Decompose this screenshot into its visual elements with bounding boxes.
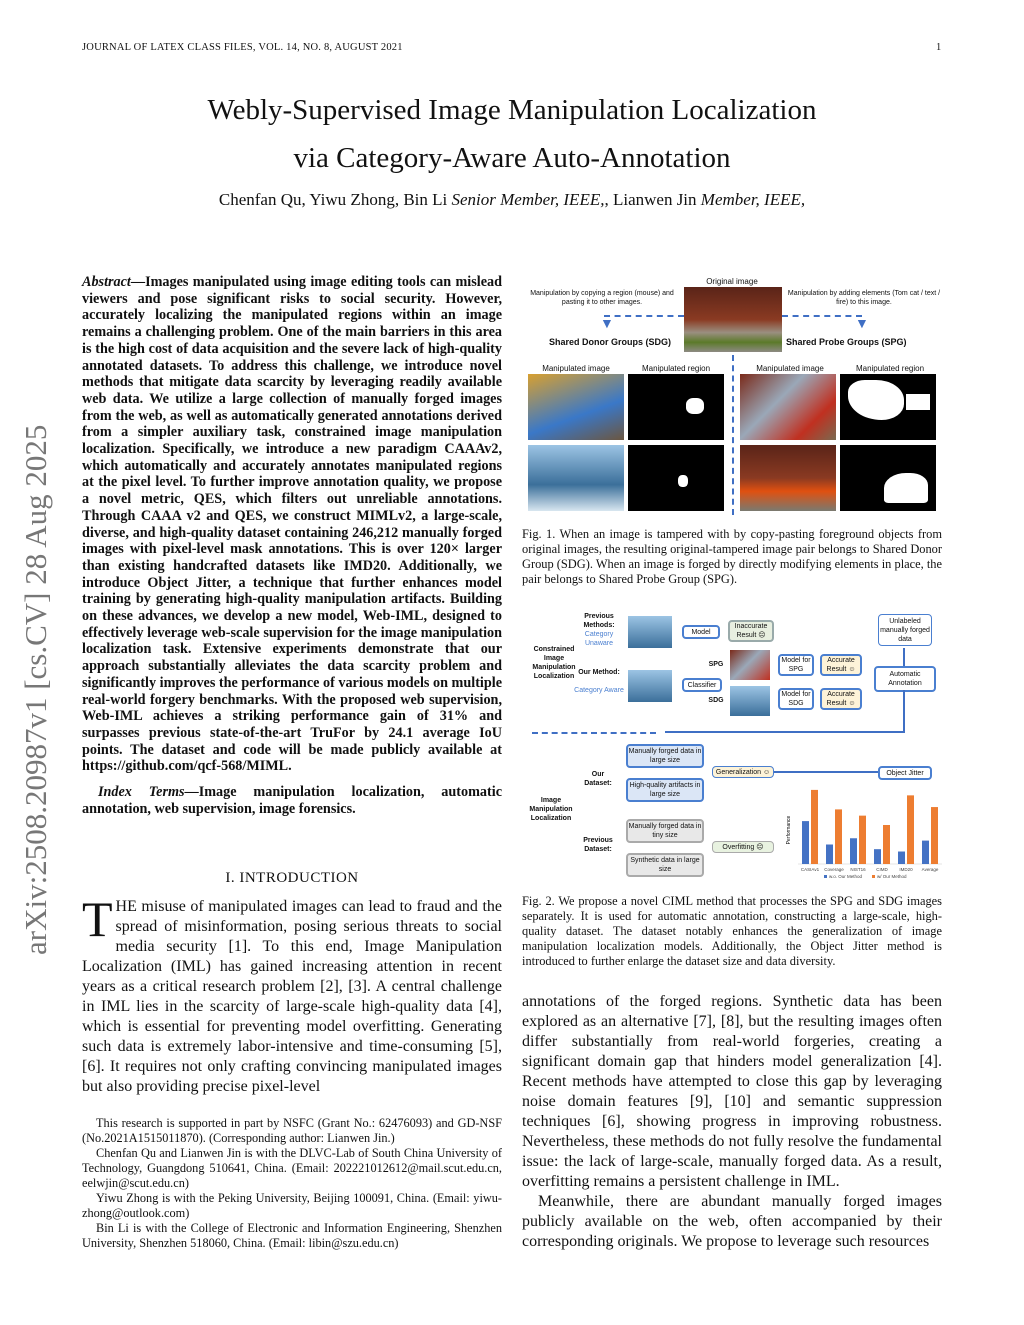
index-terms-label: Index Terms — [98, 784, 185, 801]
inaccurate-result-box: Inaccurate Result ☹ — [728, 620, 774, 642]
body-text-right — [522, 992, 942, 1252]
bar-Average-0 — [922, 841, 929, 864]
label: Previous Methods: — [583, 613, 615, 629]
divider — [532, 732, 656, 734]
spg-image — [730, 650, 770, 680]
model-spg-box: Model for SPG — [778, 654, 814, 676]
index-terms-text: —Image manipulation localization, automatic annotation, web supervision, image forensics. — [82, 784, 502, 817]
mask-image — [840, 445, 936, 511]
legend-label: w/ Our Method — [877, 874, 907, 879]
bar-CASIAv1-1 — [811, 790, 818, 864]
label: Manipulated region — [855, 364, 925, 373]
mask-image — [628, 445, 724, 511]
dataset-box: Manually forged data in tiny size — [626, 819, 704, 843]
arrow-down-icon: ▼ — [600, 315, 614, 331]
label: SPG — [708, 661, 724, 668]
author-role: Senior Member, IEEE, — [451, 190, 605, 209]
bar-IMD20-0 — [898, 852, 905, 864]
sdg-description: Manipulation by copying a region (mouse) and pasting it to other images. — [530, 290, 674, 306]
y-axis-label: Performance — [786, 815, 792, 845]
figure-2 — [522, 610, 942, 885]
x-tick-label: Average — [921, 867, 939, 872]
manipulated-image — [740, 374, 836, 440]
page-number: 1 — [936, 42, 942, 53]
model-sdg-box: Model for SDG — [778, 688, 814, 710]
footnote: Chenfan Qu and Lianwen Jin is with the DLVC-Lab of South China University of Technology, Guangdong 510641, China. (Email: 202221012612@mail.scut.edu.cn, eelwjin@scut.edu.cn) — [82, 1146, 502, 1190]
label: Category Aware — [574, 687, 624, 694]
bar-IMD20-1 — [907, 795, 914, 864]
x-tick-label: NIST16 — [850, 867, 866, 872]
legend-label: w.o. Our Method — [829, 874, 863, 879]
sdg-image — [730, 686, 770, 716]
manipulated-image — [528, 374, 624, 440]
intro-paragraph — [82, 891, 502, 1097]
bar-CIMD-1 — [883, 825, 890, 864]
connector — [774, 771, 878, 773]
generalization-box: Generalization ☺ — [712, 766, 774, 778]
bar-Coverage-1 — [835, 809, 842, 864]
x-tick-label: Coverage — [824, 867, 844, 872]
original-image — [684, 287, 782, 352]
dashed-arrow — [782, 315, 862, 317]
abstract — [82, 274, 502, 818]
accurate-result-box: Accurate Result ☺ — [820, 688, 862, 710]
abstract-text: —Images manipulated using image editing tools can mislead viewers and pose significant risks to social security. However, accurately localizing the manipulated regions within an image remains a challenging problem. One of the main barriers in this area is the high cost of data acquisition and the severe lack of high-quality annotated datasets. To address this challenge, we introduce novel methods that mitigate data scarcity by leveraging readily available web data. We utilize a large collection of manually forged images from the web, as well as automatically generated annotations derived from a simpler auxiliary task, constrained image manipulation localization. Specifically, we introduce a new paradigm CAAAv2, which automatically and accurately annotates manipulated regions at the pixel level. To further improve annotation quality, we propose a novel metric, QES, which filters out unreliable annotations. Through CAAA v2 and QES, we construct MIMLv2, a large-scale, diverse, and high-quality dataset containing 246,212 manually forged images with pixel-level mask annotations. This is over 120× larger than existing handcrafted datasets like IMD20. Additionally, we introduce Object Jitter, a technique that further enhances model training by generating high-quality manipulation artifacts. Building on these advances, we develop a new model, Web-IML, designed to effectively leverage web-scale supervision for the image manipulation localization task. Extensive experiments demonstrate that our approach substantially alleviates the data scarcity problem and significantly improves the performance of various models on multiple real-world forgery benchmarks. With the proposed web supervision, Web-IML achieves a striking performance gain of 31% and surpasses previous state-of-the-art TruFor by 24.1 average IoU points. The dataset and code will be made publicly available at https://github.com/qcf-568/MIML. — [82, 274, 502, 775]
image-stack — [628, 616, 672, 648]
author-names: Chenfan Qu, Yiwu Zhong, Bin Li — [218, 190, 452, 209]
bar-NIST16-1 — [859, 816, 866, 864]
overfitting-box: Overfitting ☹ — [712, 841, 774, 853]
label: Image Manipulation Localization — [529, 797, 573, 822]
manipulated-image — [740, 445, 836, 511]
connector — [903, 690, 905, 732]
label: Manipulated region — [641, 364, 711, 373]
paragraph: annotations of the forged regions. Synthetic data has been explored as an alternative [7], [8], but the resulting images often differ substantially from real-world forgeries, creating a significant domain gap that hinders model generalization [4]. Recent methods have attempted to close this gap by leveraging noise domain features [9], [10] and semantic suppression techniques [6], showing progress in improving robustness. Nevertheless, these methods do not fully resolve the fundamental issue: the lack of large-scale, manually forged data. As a result, overfitting remains a persistent challenge in IML. — [522, 993, 942, 1190]
author-names: , Lianwen Jin — [604, 190, 701, 209]
dashed-arrow — [604, 315, 684, 317]
footnote: Yiwu Zhong is with the Peking University, Beijing 100091, China. (Email: yiwu-zhong@outlook.com) — [82, 1191, 502, 1220]
sdg-label: Shared Donor Groups (SDG) — [549, 337, 672, 347]
bar-Average-1 — [931, 807, 938, 864]
arxiv-stamp: arXiv:2508.20987v1 [cs.CV] 28 Aug 2025 — [18, 424, 53, 955]
label: Manipulated image — [756, 364, 824, 373]
original-image-label: Original image — [706, 277, 758, 286]
label: Category Unaware — [584, 631, 614, 647]
figure-2-caption: Fig. 2. We propose a novel CIML method that processes the SPG and SDG images separately. It is used for automatic annotation, constructing a large-scale, high-quality dataset. The dataset notably enhances the generalization of image manipulation localization models. Additionally, the Object Jitter method is introduced to further enlarge the dataset size and data diversity. — [522, 894, 942, 968]
arrow-down-icon: ▼ — [855, 315, 869, 331]
paragraph: Meanwhile, there are abundant manually forged images publicly available on the web, often accompanied by their corresponding originals. We propose to leverage such resources — [522, 1193, 942, 1250]
mask-image — [840, 374, 936, 440]
label: Previous Dataset: — [583, 837, 613, 853]
dataset-box: Manually forged data in large size — [626, 744, 704, 768]
dataset-box: High-quality artifacts in large size — [626, 778, 704, 802]
bar-CIMD-0 — [874, 849, 881, 864]
x-tick-label: IMD20 — [899, 867, 913, 872]
model-box: Model — [682, 625, 720, 639]
divider — [732, 355, 734, 515]
figure-1-caption: Fig. 1. When an image is tampered with by copy-pasting foreground objects from original images, the resulting original-tampered image pair belongs to Shared Donor Group (SDG). When an image is forged by directly modifying elements in place, the pair belongs to Shared Probe Group (SPG). — [522, 527, 942, 586]
figure-1 — [522, 275, 942, 515]
unlabeled-data-box: Unlabeled manually forged data — [878, 614, 932, 646]
spg-label: Shared Probe Groups (SPG) — [786, 337, 907, 347]
authors — [0, 190, 1024, 210]
label: SDG — [708, 697, 724, 704]
x-tick-label: CASIAv1 — [800, 867, 820, 872]
author-role: Member, IEEE, — [700, 190, 806, 209]
paper-title-line1: Webly-Supervised Image Manipulation Localization — [207, 94, 817, 126]
mask-image — [628, 374, 724, 440]
paper-title-line2: via Category-Aware Auto-Annotation — [293, 142, 731, 174]
intro-text: HE misuse of manipulated images can lead to fraud and the spread of misinformation, posing serious threats to social media security [1]. To this end, Image Manipulation Localization (IML) has gained increasing attention in recent years as a critical research problem [2], [3]. A central challenge in IML lies in the scarcity of large-scale high-quality data [4], which is essential for preventing model overfitting. Generating such data is extremely labor-intensive and time-consuming [5], [6]. It requires not only crafting convincing manipulated images but also providing precise pixel-level — [82, 898, 502, 1095]
bar-Coverage-0 — [826, 845, 833, 865]
x-tick-label: CIMD — [876, 867, 888, 872]
label: Manipulated image — [542, 364, 610, 373]
manipulated-image — [528, 445, 624, 511]
label: Our Method: — [578, 669, 620, 676]
performance-bar-chart — [784, 780, 944, 885]
accurate-result-box: Accurate Result ☺ — [820, 654, 862, 676]
image-stack — [628, 670, 672, 702]
abstract-label: Abstract — [82, 274, 131, 290]
bar-NIST16-0 — [850, 838, 857, 864]
dataset-box: Synthetic data in large size — [626, 853, 704, 877]
connector — [665, 731, 905, 733]
legend-swatch — [872, 875, 875, 878]
footnote: Bin Li is with the College of Electronic and Information Engineering, Shenzhen University, Shenzhen 518060, China. (Email: libin@szu.edu.cn) — [82, 1221, 502, 1250]
dropcap: T — [82, 891, 113, 947]
legend-swatch — [824, 875, 827, 878]
connector — [903, 648, 905, 666]
label: Our Dataset: — [584, 771, 612, 787]
label: Constrained Image Manipulation Localization — [532, 646, 576, 680]
bar-CASIAv1-0 — [802, 821, 809, 864]
classifier-box: Classifier — [682, 678, 722, 692]
footnotes — [82, 1116, 502, 1251]
running-header: JOURNAL OF LATEX CLASS FILES, VOL. 14, NO. 8, AUGUST 2021 — [82, 42, 403, 53]
section-heading: I. INTRODUCTION — [225, 870, 359, 886]
object-jitter-box: Object Jitter — [878, 766, 932, 780]
auto-annotation-box: Automatic Annotation — [874, 666, 936, 692]
footnote: This research is supported in part by NSFC (Grant No.: 62476093) and GD-NSF (No.2021A1515011870). (Corresponding author: Lianwen Jin.) — [82, 1116, 502, 1145]
spg-description: Manipulation by adding elements (Tom cat / text / fire) to this image. — [787, 290, 941, 306]
